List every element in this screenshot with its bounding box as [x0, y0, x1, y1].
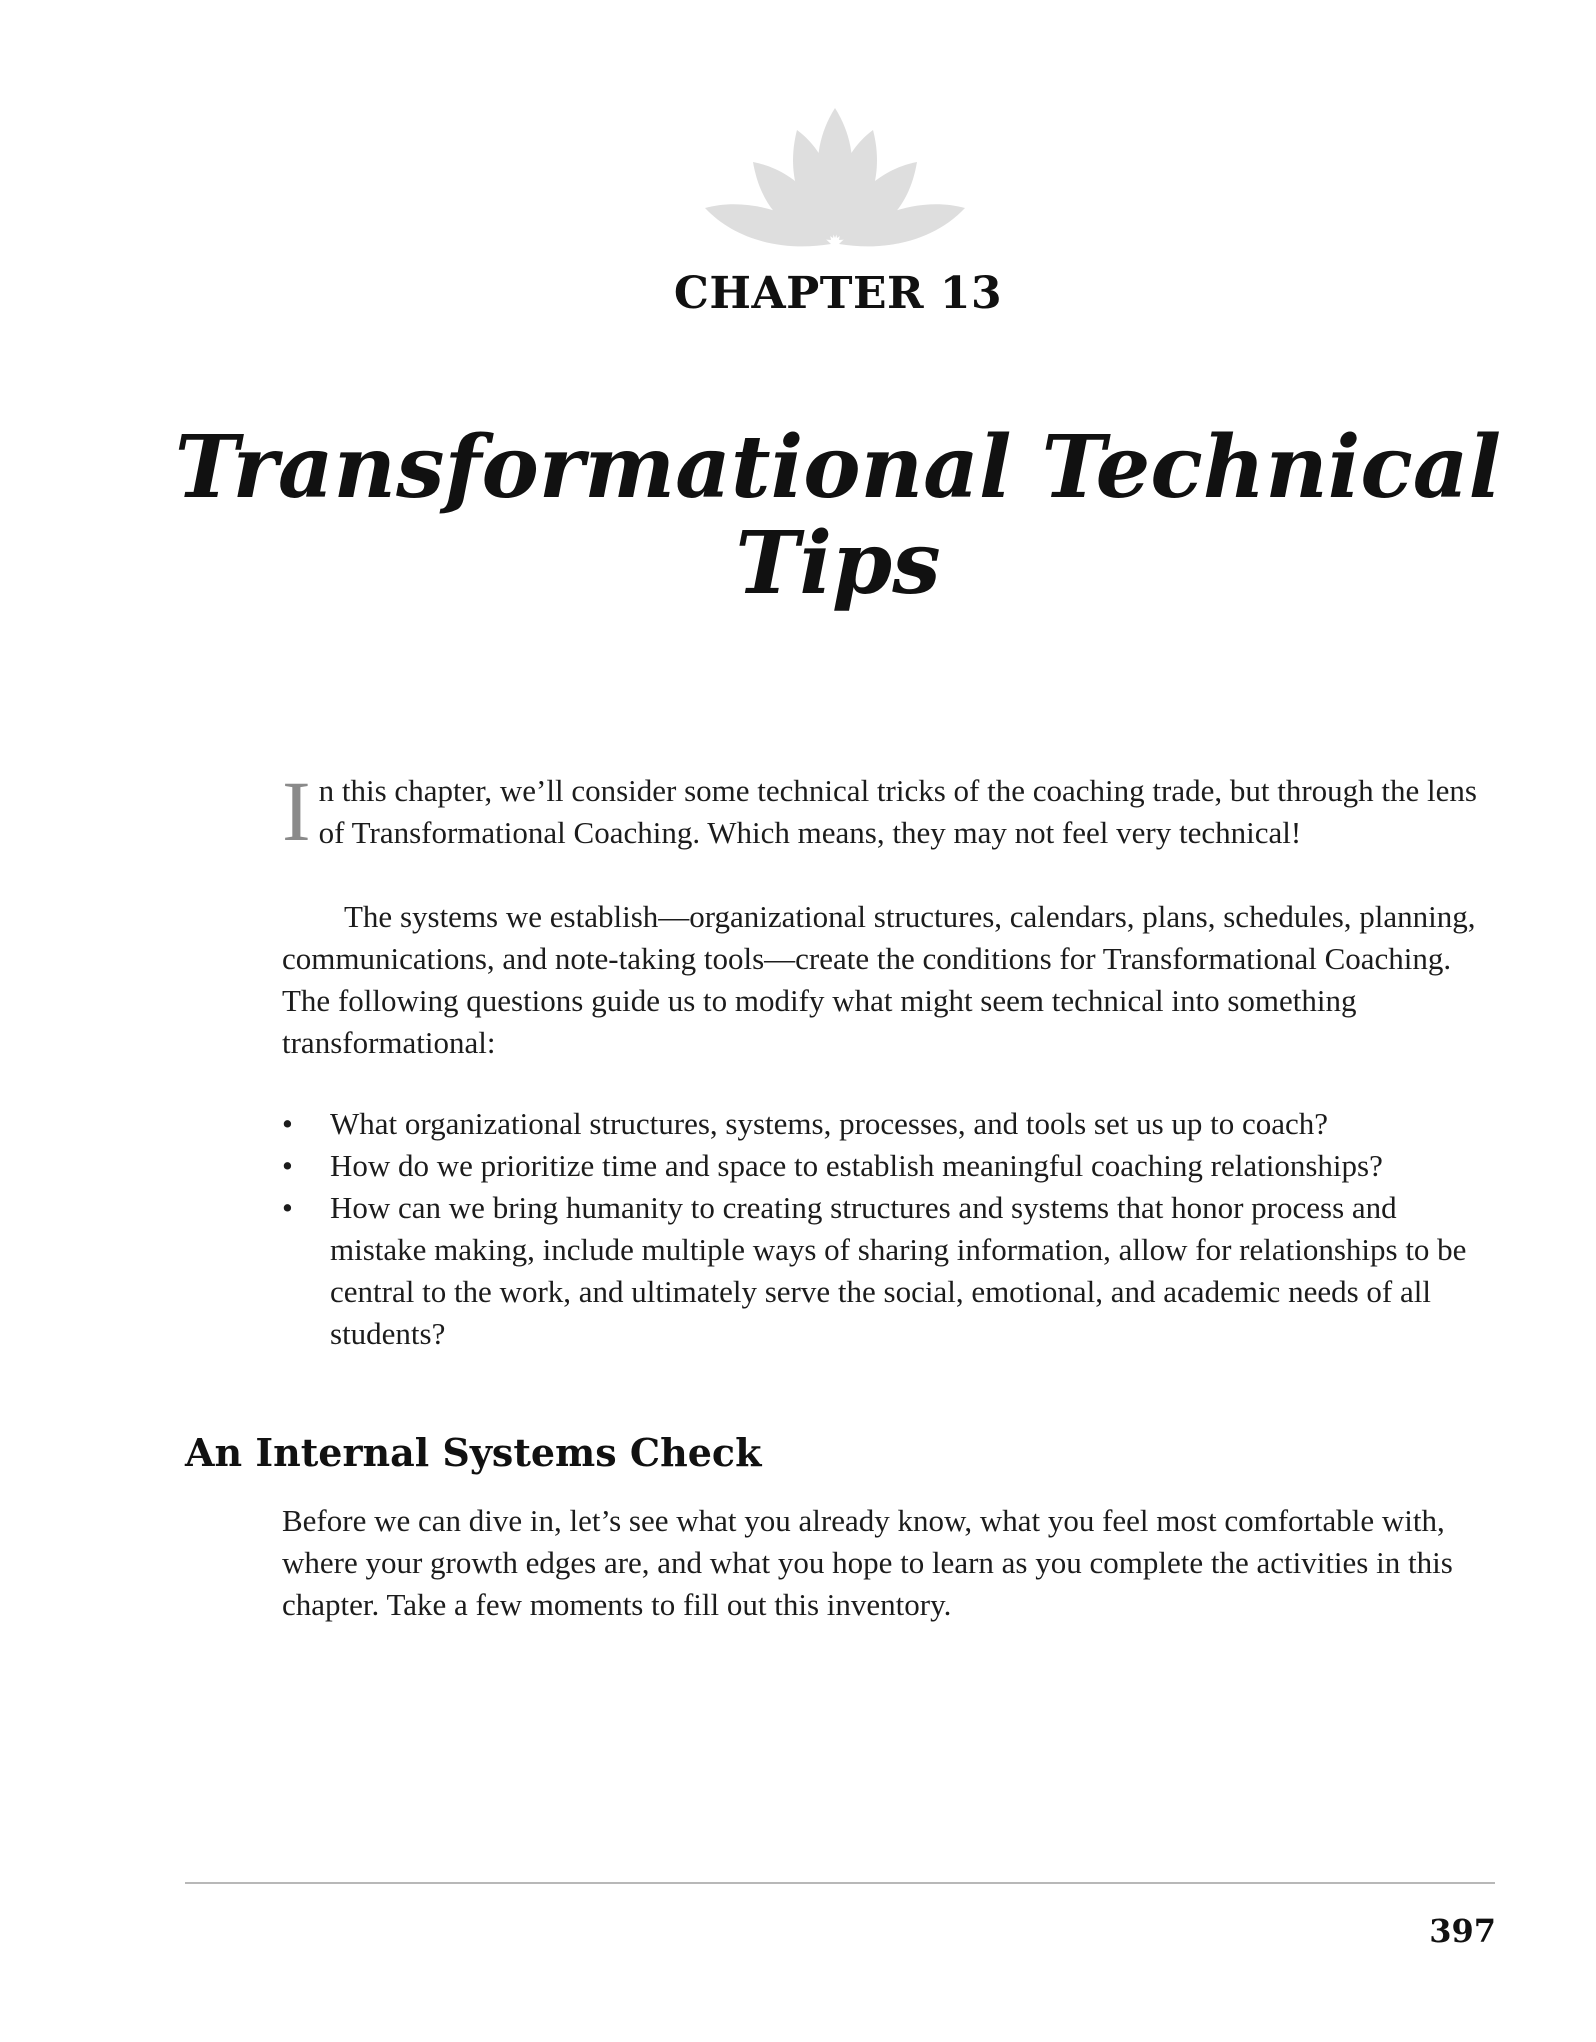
intro-paragraph [282, 763, 1478, 859]
list-item-text: What organizational structures, systems, processes, and tools set us up to coach? [330, 1106, 1329, 1141]
systems-paragraph: The systems we establish—organizational structures, calendars, plans, schedules, planning, communications, and note-taking tools—create the conditions for Transformational Coaching. The following questions guide us to modify what might seem technical into something transformational: [282, 899, 1476, 1060]
footer-divider [185, 1882, 1495, 1884]
chapter-label: CHAPTER 13 [673, 268, 1003, 319]
section-paragraph: Before we can dive in, let’s see what you already know, what you feel most comfortable with, where your growth edges are, and what you hope to learn as you complete the activities in this chapter. Take a few moments to fill out this inventory. [282, 1503, 1453, 1622]
list-item-text: How can we bring humanity to creating structures and systems that honor process and mistake making, include multiple ways of sharing information, allow for relationships to be central to the work, and ultimately serve the social, emotional, and academic needs of all students? [330, 1190, 1467, 1351]
list-item-text: How do we prioritize time and space to establish meaningful coaching relationships? [330, 1148, 1383, 1183]
section-heading: An Internal Systems Check [185, 1430, 762, 1475]
page-number: 397 [1429, 1912, 1496, 1950]
intro-text: n this chapter, we’ll consider some technical tricks of the coaching trade, but through the lens of Transformational Coaching. Which means, they may not feel very technical! [318, 773, 1477, 850]
bullet-icon: • [282, 1190, 293, 1225]
list-item [282, 1187, 1492, 1355]
bullet-icon: • [282, 1148, 293, 1183]
chapter-title [0, 417, 1596, 614]
lotus-icon [705, 100, 965, 250]
list-item [282, 1145, 1492, 1187]
list-item [282, 1103, 1492, 1145]
drop-cap: I [282, 763, 311, 859]
question-list [282, 1103, 1492, 1355]
chapter-title-line-2: Tips [735, 513, 941, 614]
chapter-title-line-1: Transformational Technical [174, 417, 1502, 518]
bullet-icon: • [282, 1106, 293, 1141]
